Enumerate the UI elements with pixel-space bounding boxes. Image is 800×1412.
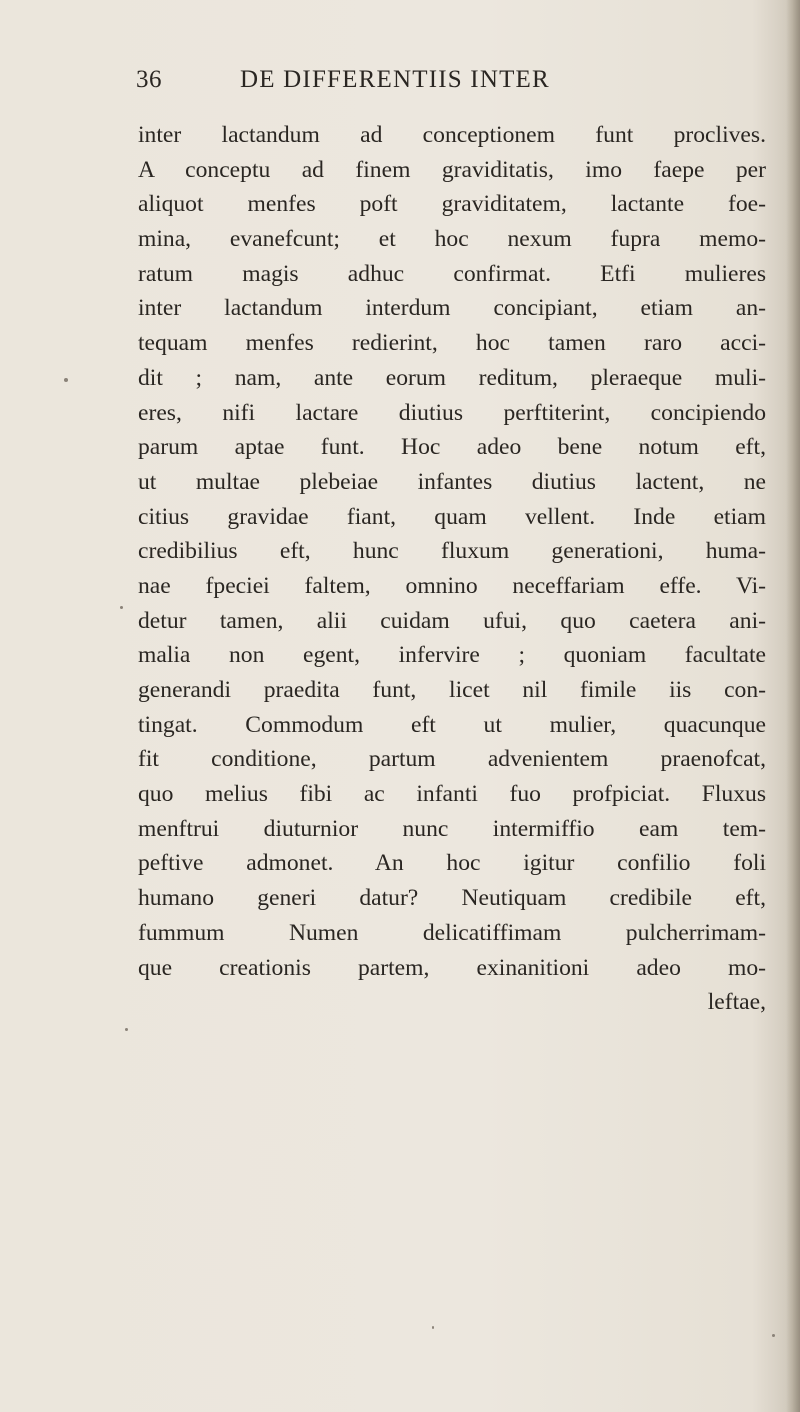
text-line: dit ; nam, ante eorum reditum, pleraeque muli- bbox=[138, 364, 766, 391]
text-line: parum aptae funt. Hoc adeo bene notum eft, bbox=[138, 434, 766, 461]
text-line: humano generi datur? Neutiquam credibile eft, bbox=[138, 885, 766, 912]
text-line: malia non egent, infervire ; quoniam facultate bbox=[138, 642, 766, 669]
text-line: quo melius fibi ac infanti fuo profpiciat. Fluxus bbox=[138, 781, 766, 808]
text-line: inter lactandum ad conceptionem funt proclives. bbox=[138, 122, 766, 148]
catchword-line: leftae, bbox=[707, 989, 766, 1016]
text-line: aliquot menfes poft graviditatem, lactante foe- bbox=[138, 191, 766, 218]
paper-speck bbox=[125, 1028, 128, 1031]
text-line: A conceptu ad finem graviditatis, imo faepe per bbox=[138, 156, 766, 183]
text-line: citius gravidae fiant, quam vellent. Inde etiam bbox=[138, 503, 766, 530]
text-line: fit conditione, partum advenientem praenofcat, bbox=[138, 746, 766, 773]
page-edge-shadow bbox=[786, 0, 800, 1412]
text-line: nae fpeciei faltem, omnino neceffariam effe. Vi- bbox=[138, 572, 766, 599]
text-line: tequam menfes redierint, hoc tamen raro acci- bbox=[138, 330, 766, 357]
text-line: fummum Numen delicatiffimam pulcherrimam- bbox=[138, 919, 766, 946]
paper-speck bbox=[120, 606, 123, 609]
page-header bbox=[136, 66, 636, 106]
text-line: inter lactandum interdum concipiant, etiam an- bbox=[138, 295, 766, 322]
text-line: peftive admonet. An hoc igitur confilio foli bbox=[138, 850, 766, 877]
paper-speck bbox=[772, 1334, 775, 1337]
text-line: eres, nifi lactare diutius perftiterint, concipiendo bbox=[138, 399, 766, 426]
body-text bbox=[138, 118, 766, 1020]
text-line: generandi praedita funt, licet nil fimile iis con- bbox=[138, 677, 766, 703]
page-number: 36 bbox=[136, 66, 162, 93]
text-line: que creationis partem, exinanitioni adeo mo- bbox=[138, 954, 766, 981]
text-line: ratum magis adhuc confirmat. Etfi mulieres bbox=[138, 260, 766, 287]
paper-speck bbox=[432, 1326, 434, 1329]
paper-speck bbox=[64, 378, 68, 382]
text-line: menftrui diuturnior nunc intermiffio eam tem- bbox=[138, 815, 766, 842]
running-head: DE DIFFERENTIIS INTER bbox=[240, 66, 550, 93]
text-line: detur tamen, alii cuidam ufui, quo caetera ani- bbox=[138, 607, 766, 634]
text-line: tingat. Commodum eft ut mulier, quacunque bbox=[138, 711, 766, 738]
text-line: mina, evanefcunt; et hoc nexum fupra memo- bbox=[138, 226, 766, 253]
text-line: ut multae plebeiae infantes diutius lactent, ne bbox=[138, 468, 766, 495]
text-line: credibilius eft, hunc fluxum generationi, huma- bbox=[138, 538, 766, 565]
